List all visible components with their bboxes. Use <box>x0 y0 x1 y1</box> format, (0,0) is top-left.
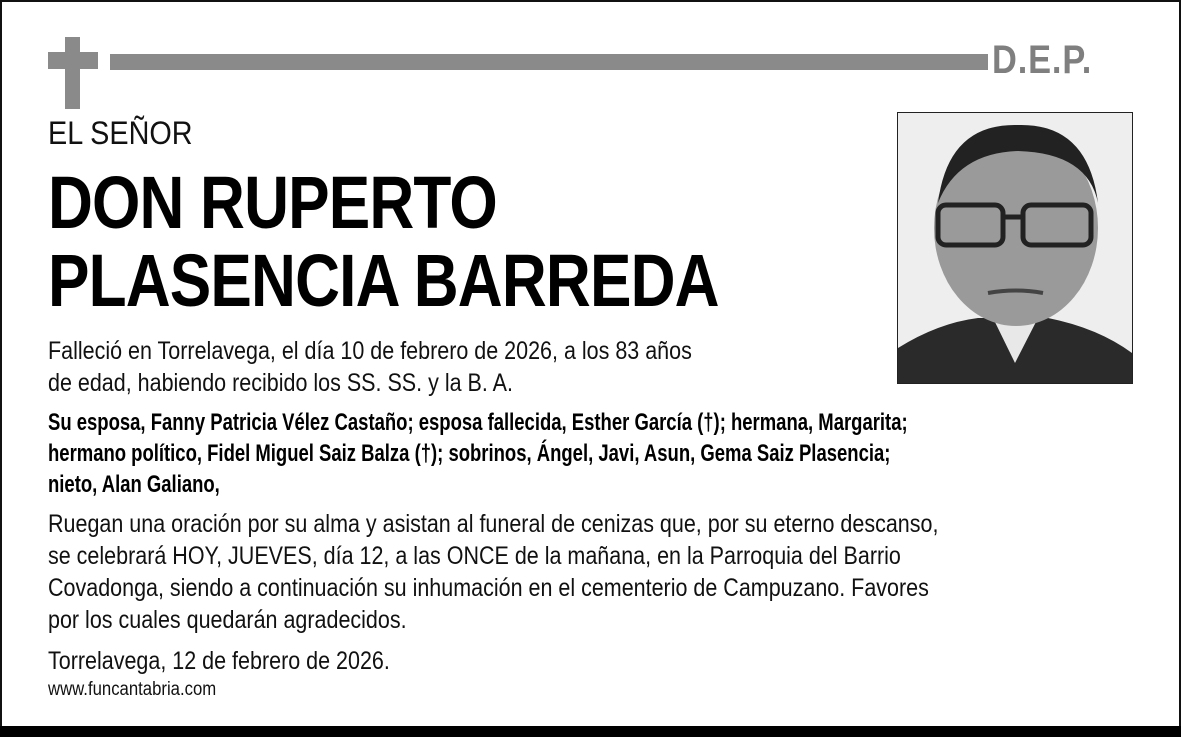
family-line: nieto, Alan Galiano, <box>48 471 220 498</box>
portrait-photo <box>897 112 1133 384</box>
funeral-line: Covadonga, siendo a continuación su inhumación en el cementerio de Campuzano. Favores <box>48 574 929 602</box>
family-line: hermano político, Fidel Miguel Saiz Balza (†); sobrinos, Ángel, Javi, Asun, Gema Saiz Plasencia; <box>48 440 891 467</box>
website-link[interactable]: www.funcantabria.com <box>48 679 217 700</box>
dep-label: D.E.P. <box>992 38 1093 82</box>
header-rule <box>110 54 988 70</box>
bottom-rule <box>0 726 1181 737</box>
intro-label: EL SEÑOR <box>48 115 193 151</box>
deceased-name-line: PLASENCIA BARREDA <box>48 239 719 322</box>
cross-icon <box>65 37 80 109</box>
portrait-image <box>898 113 1132 383</box>
funeral-line: por los cuales quedarán agradecidos. <box>48 606 407 634</box>
death-info-line: Falleció en Torrelavega, el día 10 de febrero de 2026, a los 83 años <box>48 337 692 365</box>
deceased-name-line: DON RUPERTO <box>48 161 497 244</box>
family-line: Su esposa, Fanny Patricia Vélez Castaño; esposa fallecida, Esther García (†); hermana, Margarita; <box>48 409 908 436</box>
funeral-line: se celebrará HOY, JUEVES, día 12, a las ONCE de la mañana, en la Parroquia del Barrio <box>48 542 901 570</box>
cross-icon-arm <box>48 52 98 69</box>
place-date: Torrelavega, 12 de febrero de 2026. <box>48 647 390 675</box>
funeral-line: Ruegan una oración por su alma y asistan al funeral de cenizas que, por su eterno descanso, <box>48 510 939 538</box>
death-info-line: de edad, habiendo recibido los SS. SS. y la B. A. <box>48 369 513 397</box>
